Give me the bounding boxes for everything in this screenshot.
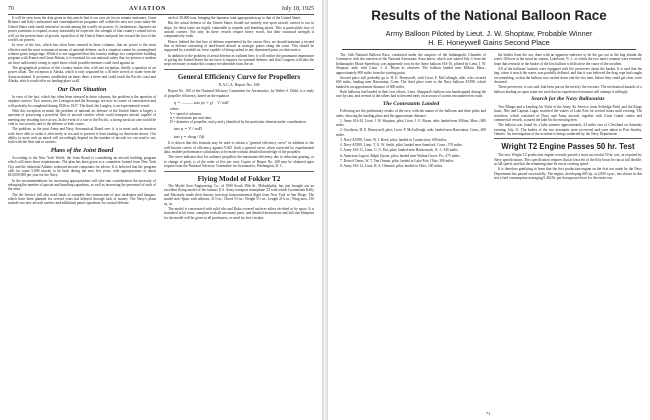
paragraph: each of 20,000 tons, bringing the Japanese total appropriation up to that of the United States.	[168, 16, 302, 20]
divider	[494, 138, 642, 139]
formula-legend	[170, 107, 314, 125]
formula-tan-gamma: tan γ = drag / lift	[174, 133, 205, 139]
article-subtitle-2: H. E. Honeywell Gains Second Place	[428, 38, 550, 47]
paragraph: Report No. 168 of the National Advisory Committee for Aeronautics, by Walter S. Diehl, is a study of propeller efficiency, based on the equation	[164, 89, 314, 98]
paragraph: With this exception in mind, the problem of national air defense of the United States is largely a question of possessing a powerful fleet of aircraft carriers which could transport aircraft capable of meeting any invading force at sea. In the event of a war in the Pacific, a strong naval air arm would be vital to our security and to the defense of both coasts.	[8, 108, 156, 126]
result-line: 3. Navy A5598, Lieut. W. J. Reed, pilot; landed in Connecticut; 600 miles.	[340, 137, 448, 142]
efficiency-formula	[174, 100, 314, 106]
paragraph: In view of the fact, which has often been stressed in these columns, that air power is the most effective and the most economical means of national defense, such a situation cannot be contemplated without grave misgivings. While it is not suggested that this country indulge in a competitive building program with France and Great Britain, it is essential for our national safety that we possess a modern air force sufficiently strong to repel those which possible enemies could send against us.	[8, 43, 156, 65]
paragraph: Hence, behind the first line of defense represented by the carrier fleet, we should maintain a second line of defense consisting of land-based aircraft at strategic points along the coast. This should be supported by a mobile air force capable of being rushed to any threatened point on short notice.	[164, 39, 314, 53]
right-column-1	[336, 53, 486, 411]
section-heading-search: Search for the Navy Balloonists	[531, 96, 605, 103]
result-line: 4. Navy A5599, Lieut. T. G. W. Settle, pilot; landed near Stamford, Conn.; 570 miles.	[340, 143, 463, 148]
paragraph: In the recommendations for increasing appropriations will take into consideration the necessity of enlarging the number of pursuit and bombing squadrons, as well as increasing the personnel of each of the arms.	[8, 178, 156, 192]
legend-line: D = diameter of propeller, and φ and γ identified by the particular element under consideration.	[170, 120, 307, 125]
paragraph: These preservers, it was said, had been put on the men by the rescuers. The mechanical hazards of a balloon landing on open water are such that no experienced aeronaut will attempt it willingly.	[494, 85, 642, 94]
result-line: 2. Goodyear, H. E. Honeywell, pilot; Lieut. F. McCullough, aide; landed near Harwinton, Conn.; 650 miles.	[336, 128, 486, 137]
result-line: 6. American Legion, Ralph Upson, pilot; landed near Walnut Grove, Pa.; 475 miles.	[340, 153, 461, 158]
paragraph: The problem, as the joint Army and Navy Aeronautical Board sees it, is to meet such an invasion with force able to strike it effectively at sea and to prevent it from landing on American shores. Our ability to meet such an attack will accordingly depend on the number of aircraft we can send to sea, both with the fleet and in carriers.	[8, 127, 156, 145]
article-title-propellers: General Efficiency Curve for Propellers	[177, 72, 301, 81]
paragraph: In view of the fact, which has often been stressed in these columns, the problem is the question of airplane carriers. Two carriers, the Lexington and the Saratoga, are now in course of construction and will probably be completed during 1926 or 1927. The third, the Langley, is an experimental vessel.	[8, 94, 156, 108]
formula-fraction: V / πnD	[217, 100, 229, 105]
paragraph: Second place will probably go to H. E. Honeywell, with Lieut. F. McCullough, aide, who covered 650 miles, landing near Harwinton, Conn. The third place went to the Navy balloon A5598, which landed in an approximate distance of 600 miles.	[336, 75, 486, 89]
paragraph: Both balloons had landed in their first efforts. Lieut. Sheppard's balloon was handicapped during the race by rain, and several of the others had to descend early on account of storms encountered en route.	[336, 89, 486, 99]
paragraph: The 14th National Balloon Race, conducted under the auspices of the Indianapolis Chamber of Commerce with the sanction of the National Aeronautic Association, which was started July 4 from the Indianapolis Motor Speedway, was apparently won by the Army balloon S16-10, piloted by Lieut. J. W. Shoptaw, aide, with Lieut. J. G. Bryan as observer. The balloon landed near Milton, Mass., approximately 800 miles from the starting point.	[336, 53, 486, 75]
article-title-balloon-race: Results of the National Balloon Race	[371, 8, 607, 23]
paragraph: All of the balloons' baskets were equipped with life preservers about the basket. It is said that the bag, when it struck the water, was partially deflated, and that it was believed the drag rope had caught on something, so that the balloon was carried down and the two men, before they could get clear, were drowned.	[494, 67, 642, 85]
left-column-2	[164, 16, 314, 416]
section-heading-contestants: The Contestants Landed	[382, 100, 440, 107]
paragraph: In addition to the problem of aerial defense as outlined here, it will realize the paramount importance of giving the United States the air force it requires for national defense, and that Congress will take the steps necessary to make this country invulnerable from the air.	[164, 53, 314, 67]
paragraph: the bodies from the sea, done with an apparent endeavor to let the gas out so the bag shrunk the water. Officers at the naval air station, Lakehurst, N. J., to which the two men's remains were returned, hope that research in the basket of the lost balloon will disclose the cause of the accident.	[494, 53, 642, 66]
legend-line: n = revolutions per unit time,	[170, 115, 212, 120]
right-page	[328, 0, 650, 420]
section-heading-joint-board: Plans of the Joint Board	[50, 146, 114, 154]
paragraph: It is therefore gratifying to learn that the first production engine on the first test made by the Navy Department has passed successfully. The engine, developing 685 hp. at 2,000 r.p.m., has shown in this test a fuel consumption averaging 0.462 lb. per horsepower-hour for the entire run.	[494, 167, 642, 181]
title-rule	[342, 49, 636, 50]
divider	[164, 171, 314, 172]
paragraph: The Model Aero Engineering Co., of 1900 South 58th St., Philadelphia, has just brought out an excellent flying model of the famous U.S. Army transport monoplane T2 with which Lieutenants Kelly and Macready made their historic non-stop transcontinental flight from New York to San Diego. The model size: Span, with ailerons, 31½ in.; Chord 5½ in.; Weight 5½ oz.; Length 21¾ in.; Wing area, 150 sq. in.	[164, 184, 314, 206]
paragraph: The new Wright T2 production engine recently passed a most successful 50 hr. test, as required by Navy specifications. This specification requires that at least ten of the fifty hours be run at full throttle, at full speed, and that the remaining time be run at cruising speed.	[494, 153, 642, 167]
left-running-head	[8, 4, 314, 15]
section-heading-own-situation: Our Own Situation	[57, 85, 107, 93]
result-line: 7. Detroit Times, W. T. Van Orman, pilot; landed at Lake Erie, Ohio; 300 miles.	[340, 158, 455, 163]
article-title-wright-t2: Wright T2 Engine Passes 50 hr. Test	[501, 142, 635, 152]
legend-line: V = speed of advance,	[170, 111, 202, 116]
running-head-title: AVIATION	[129, 5, 167, 12]
result-line: 1. Army S16-10, Lieut. J. W. Shoptaw, pilot; Lieut. J. G. Bryan, aide; landed near Milton, Mass.; 800 miles.	[336, 118, 486, 128]
result-line: 8. Army S16-12, Lieut. R. S. Olmsted, pilot; landed in Ohio; 140 miles.	[340, 164, 443, 168]
paragraph: It will be seen from the data given in this article that if our own air forces remain stationary, Great Britain's and Italy's authorized and contemplated air programs will within the next two years make the United States rank fourth instead of second among the world's air powers. If, furthermore, Japanese air power continues to expand, as may reasonably be expected, the strength of that country's armed forces will, on the present basis of growth, equal that of the United States and push her toward the foot of the world's air powers.	[8, 16, 156, 43]
formula-tan-phi: tan φ = V / πnD	[174, 126, 202, 132]
paragraph: The curve indicates that for ordinary propellers the maximum efficiency due to reduction gearing, or to change of pitch, is of the order of five per cent. Copies of Report No. 168 may be obtained upon request from the National Advisory Committee for Aeronautics, Washington, D. C.	[164, 155, 314, 169]
paragraph: The geographical position of this country makes this, with one exception, chiefly a question of air power afloat. The exception is Alaska, which is only separated by a 36 mile stretch of water from the Asian mainland. If an enemy established air bases there, a mere raid could reach the Pacific coast and Alaska, which would offer no landing-place at all.	[8, 66, 156, 84]
article-title-fokker: Flying Model of Fokker T2	[197, 174, 281, 183]
result-line: 5. Army S16-11, Lieut. U. G. Ent, pilot; landed near Hackensack, N. J.; 540 miles.	[340, 148, 459, 153]
right-column-2	[494, 53, 642, 411]
running-head-date: July 18, 1925	[281, 5, 314, 12]
left-column-1	[8, 16, 156, 416]
legend-line: where	[170, 107, 179, 112]
article-source: N.A.C.A. Report No. 168	[218, 82, 260, 88]
paragraph: According to the New York World, the Joint Board is considering an aircraft building program which will meet these requirements. The plan has been given to a committee formed from New York City and the industrial Atlantic seaboard aircraft companies for advice. It is believed that the program calls for some 5,000 aircraft to be built during the next five years, with appropriations of about $10,000,000 per year for the Navy.	[8, 155, 156, 178]
left-folio: 70	[8, 5, 14, 12]
formula-main: η = ——— tan (φ + γ)	[174, 99, 214, 105]
paragraph: Following are the preliminary results of the race, with the names of the balloons and their pilots and aides, showing the landing place and the approximate distance:	[336, 109, 486, 118]
paragraph: Two Blimps and a Landing Air Yacht of the Army Air Service, from Selfridge Field, and the Kings boats, Nile and Captain Lugar, searched the waters of Lake Erie for several hours until evening. The searchers, which consisted of Navy and Army aircraft, together with Coast Guard cutters and commercial vessels, scoured the lake for the missing men.	[494, 104, 642, 122]
divider	[164, 69, 314, 70]
paragraph: But the actual defense of the United States should not entirely rest upon aircraft carried to sea in ships, for these latter are highly vulnerable to torpedo and bombing attack. This is particularly true of aircraft carriers. Not only do these vessels require heavy escort, but their structural strength is comparatively weak.	[164, 21, 314, 39]
right-folio: 71	[486, 411, 491, 416]
paragraph: The Air Service will also need funds to complete the construction of new airdromes and hangars, which have been planned for several years but delayed through lack of money. The Navy's plans include two new aircraft carriers and additional patrol squadrons for coastal defense.	[8, 192, 156, 206]
left-page	[0, 0, 322, 420]
paragraph: The model is constructed with solid ribs and Balsa covered surfaces either air-dried or by spray. It is furnished in kit form, complete with all necessary parts, and detailed instructions and full size blueprint for the model will be given to all purchasers, or send for free circular.	[164, 206, 314, 220]
paragraph: It is shown that this formula may be used to obtain a "general efficiency curve" in addition to the well-known curves of efficiency against V/nD. Such a general curve, when corrected by experimental data, enables performance calculations to be made without detailed knowledge of the propeller.	[164, 141, 314, 155]
paragraph: The balloon was found by a lake steamer approximately 24 miles east of Cleveland on Saturday evening, July 11. The bodies of the two aeronauts were recovered and were taken to Port Stanley, Ontario. An investigation of the accident is being conducted by the Navy Department.	[494, 123, 642, 136]
article-subtitle-1: Army Balloon Piloted by Lieut. J. W. Shoptaw, Probable Winner	[385, 29, 593, 38]
